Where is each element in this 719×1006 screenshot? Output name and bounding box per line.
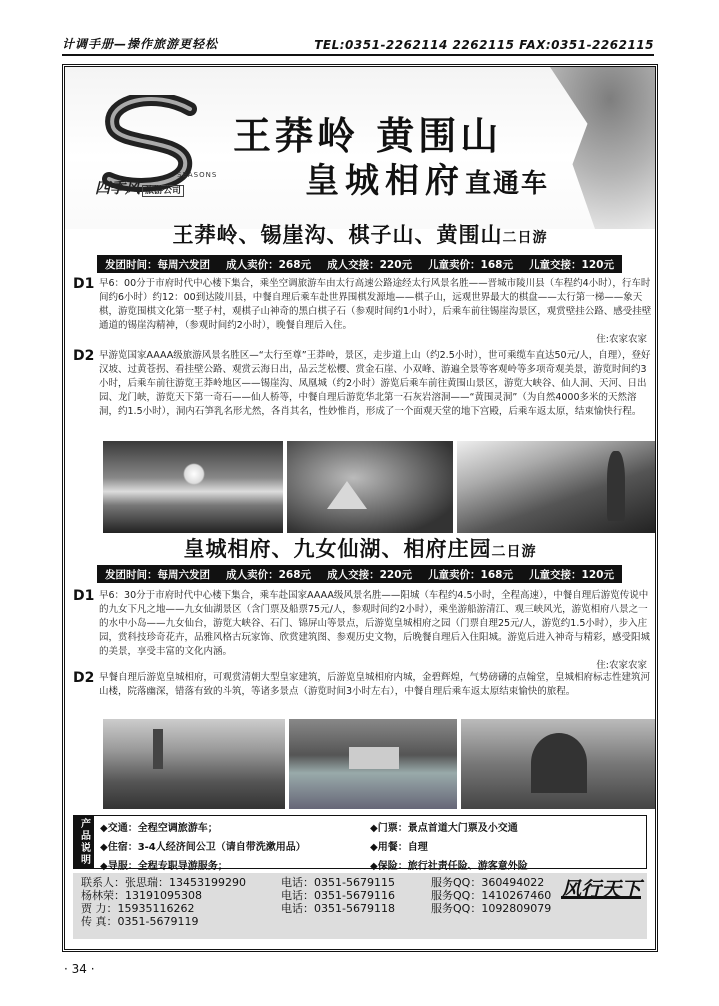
route2-days-label: 二日游 [491,544,537,560]
mountain-peak-photo [457,441,655,533]
route1-title [65,219,655,249]
product-info [73,815,647,872]
contact-phone: 电话：0351-5679116 [281,889,395,902]
route2-day1 [73,589,655,673]
contact-row [81,889,639,902]
route1-depart: 发团时间：每周六发团 [105,258,211,271]
contact-fax: 传 真：0351-5679119 [81,915,199,928]
hero-title-line1: 王莽岭 黄围山 [233,113,503,158]
lake-photo [289,719,457,809]
logo-name [95,177,184,198]
info-guide: ◆导服：全程专职导游服务； [100,861,228,872]
route1-child-sale: 儿童卖价：168元 [428,258,513,271]
hero-title-line2 [305,153,549,202]
hero-title-main: 皇城相府 [305,161,465,201]
route1-day1-label: D1 [73,276,95,292]
contact-qq: 服务QQ：1410267460 [431,889,552,902]
contact-row [81,876,639,889]
route1-day2-text: 早游览国家AAAA级旅游风景名胜区—“太行至尊”王莽岭，景区，走步道上山（约2.5小时），世可乘缆车直达50元/人，自理），登好汉坡、过黄苍拐、看挂壁公路、观赏云海日出，品云芝松樱、赏金石崖、小双峰、游遍全景等客观岭等多项奇观美景，游览时间约3小时，后乘车前往游览王莽岭地区——锡崖沟、凤凰城（约2小时）游览后乘车前往黄围山景区，游览大峡谷、仙人洞、天河、日出园、龙门峡，游览天下第一奇石——仙人桥等，中餐自理后游览华北第一石灰岩溶洞——“黄围灵洞”（为自然4000多米的天然溶洞，约1.5小时），洞内石笋乳名形尤然，各肖其名，性妙惟肖，形成了一个面观天堂的地下宫殿，后乘车返太原，结束愉快行程。 [99,350,651,417]
contact-row [81,902,639,915]
header-contact: TEL:0351-2262114 2262115 FAX:0351-2262115 [314,38,654,52]
route1-day2-label: D2 [73,348,95,364]
hero-banner [65,67,655,229]
mountain-pavilion-photo [287,441,453,533]
route1-day1-tail: 住:农家农家 [596,334,647,345]
info-lodging: ◆住宿：3-4人经济间公卫（请自带洗漱用品） [100,842,306,853]
contact-row [81,915,639,928]
route1-adult-sale: 成人卖价：268元 [226,258,312,271]
page-header [62,34,654,56]
route2-day2-label: D2 [73,670,95,686]
logo-sub-text: 旅游公司 [142,185,184,197]
sunrise-photo [103,441,283,533]
contact-phone: 电话：0351-5679115 [281,876,395,889]
route1-title-text: 王莽岭、锡崖沟、棋子山、黄围山 [172,223,503,247]
logo-english: SEASONS [177,171,218,179]
route2-adult-settle: 成人交接：220元 [327,568,412,581]
route2-adult-sale: 成人卖价：268元 [226,568,312,581]
logo-name-text: 四季风 [95,179,141,197]
advertisement-frame [62,64,658,952]
brand-logo: 风行天下 [561,877,641,901]
info-meals: ◆用餐：自理 [370,842,428,853]
route2-day1-label: D1 [73,588,95,604]
contact-qq: 服务QQ：360494022 [431,876,545,889]
route1-day1-text: 早6：00分于市府时代中心楼下集合，乘坐空调旅游车由太行高速公路途经太行风景名胜——晋城市陵川县（车程约4小时），行车时间约6小时）约12：00到达陵川县，中餐自理后乘车赴世界围棋发源地——棋子山，远观世界最大的棋盘——太行第一梯——象天棋，游览围棋文化第一墅子村，观棋子山神奇的黑白棋子石（参观时间约1小时），后乘车前往锡崖沟景区，观赏壁挂公路、感受挂壁通道的锡崖沟精神，（参观时间约2小时），晚餐自理后入住。 [99,278,652,331]
route1-days-label: 二日游 [502,230,548,246]
route1-adult-settle: 成人交接：220元 [327,258,412,271]
page-number: · 34 · [64,962,95,976]
contact-name: 杨林荣：13191095308 [81,889,202,902]
route2-day1-tail: 住:农家农家 [596,660,647,671]
hero-title-suffix: 直通车 [465,169,550,199]
info-transport: ◆交通：全程空调旅游车； [100,823,218,834]
contact-block [73,873,647,939]
route2-child-sale: 儿童卖价：168元 [428,568,513,581]
mountain-image [505,67,655,229]
contact-name: 贾 力：15935116262 [81,902,195,915]
contact-qq: 服务QQ：1092809079 [431,902,552,915]
header-slogan: 计调手册—操作旅游更轻松 [62,37,219,51]
route1-day1 [73,277,655,347]
route2-depart: 发团时间：每周六发团 [105,568,211,581]
product-info-label: 产品说明 [74,816,94,868]
route2-title [65,533,655,563]
ancient-town-photo [103,719,285,809]
route2-day2 [73,671,655,699]
route2-price-bar [97,565,622,583]
route2-day2-text: 早餐自理后游览皇城相府，可观赏清朝大型皇家建筑，后游览皇城相府内城，金碧辉煌，气势磅礴的点翰堂，皇城相府标志性建筑河山楼，院落幽深，错落有致的斗筑，等诸多景点（游览时间3小时左右），中餐自理后乘车返太原结束愉快的旅程。 [99,672,651,697]
route1-price-bar [97,255,622,273]
route2-child-settle: 儿童交接：120元 [529,568,614,581]
contact-name: 联系人：张思瑞：13453199290 [81,876,246,889]
route1-day2 [73,349,655,419]
manor-gate-photo [461,719,655,809]
contact-phone: 电话：0351-5679118 [281,902,395,915]
route1-child-settle: 儿童交接：120元 [529,258,614,271]
info-tickets: ◆门票：景点首道大门票及小交通 [370,823,518,834]
route2-day1-text: 早6：30分于市府时代中心楼下集合，乘车赴国家AAAA级风景名胜——阳城（车程约4.5小时，全程高速），中餐自理后游览传说中的九女下凡之地——九女仙湖景区（含门票及船票75元/人，参观时间约2小时），乘坐游船游清江、观三峡风光，游览相府八景之一的水中小岛——九女仙台，游览大峡谷、石门、锦屏山等景点，后游览皇城相府之园（门票自理25元/人，游览约1.5小时），步入庄园，赏科技珍奇花卉，品雅风格古玩家饰、欣赏建筑图、参观历史文物，后晚餐自理后入住阳城。游览后进入神奇与精彩，感受阳城的美景，享受丰富的文化内涵。 [99,590,651,657]
info-insurance: ◆保险：旅行社责任险、游客意外险 [370,861,528,872]
route2-title-text: 皇城相府、九女仙湖、相府庄园 [183,537,492,561]
